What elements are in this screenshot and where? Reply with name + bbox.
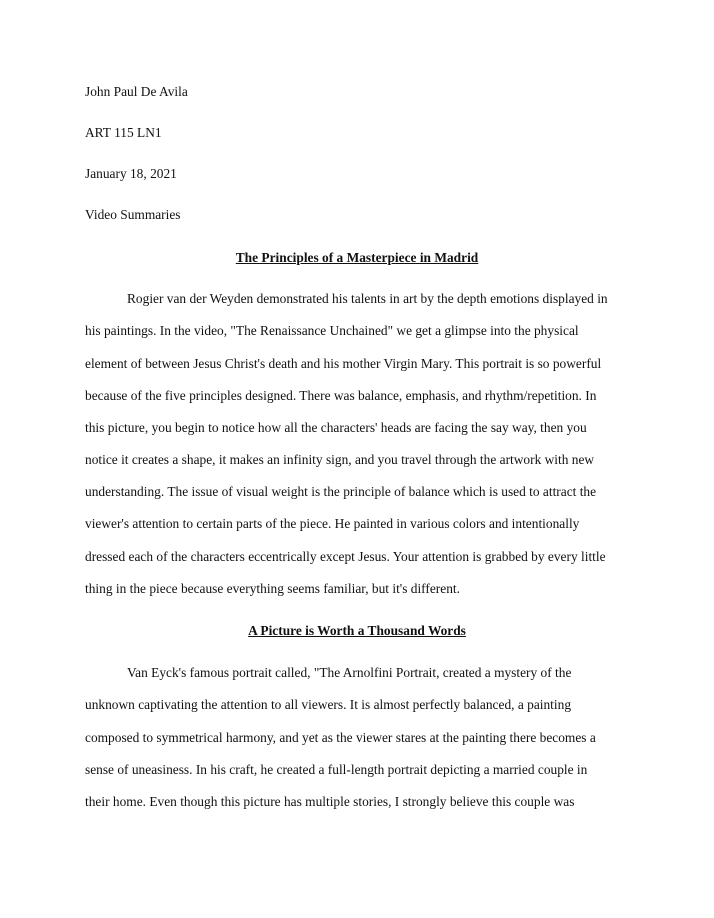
document-date: January 18, 2021 [85,166,177,181]
section-1-line: element of between Jesus Christ's death and his mother Virgin Mary. This portrait is so powerful [85,356,602,371]
section-2-line: unknown captivating the attention to all viewers. It is almost perfectly balanced, a painting [85,697,572,712]
section-1-line: dressed each of the characters eccentrically except Jesus. Your attention is grabbed by every little [85,549,606,564]
section-1-heading: The Principles of a Masterpiece in Madrid [235,250,479,265]
assignment-title: Video Summaries [85,207,181,222]
author-name: John Paul De Avila [85,84,188,99]
section-1-line: notice it creates a shape, it makes an infinity sign, and you travel through the artwork with new [85,452,595,467]
section-2-line: their home. Even though this picture has multiple stories, I strongly believe this couple was [85,794,575,809]
section-1-line: understanding. The issue of visual weight is the principle of balance which is used to attract the [85,484,597,499]
section-2-line: sense of uneasiness. In his craft, he created a full-length portrait depicting a married couple in [85,762,588,777]
section-2-line: Van Eyck's famous portrait called, "The Arnolfini Portrait, created a mystery of the [127,665,572,680]
section-1-line: viewer's attention to certain parts of the piece. He painted in various colors and intentionally [85,516,580,531]
course-code: ART 115 LN1 [85,125,162,140]
section-2-heading: A Picture is Worth a Thousand Words [248,623,466,638]
section-1-line: his paintings. In the video, "The Renaissance Unchained" we get a glimpse into the physical [85,323,579,338]
section-1-line: thing in the piece because everything seems familiar, but it's different. [85,581,460,596]
section-2-line: composed to symmetrical harmony, and yet as the viewer stares at the painting there becomes a [85,730,596,745]
section-1-line: this picture, you begin to notice how all the characters' heads are facing the say way, then you [85,420,587,435]
section-1-line: because of the five principles designed. There was balance, emphasis, and rhythm/repetition. In [85,388,597,403]
section-1-line: Rogier van der Weyden demonstrated his talents in art by the depth emotions displayed in [127,291,608,306]
